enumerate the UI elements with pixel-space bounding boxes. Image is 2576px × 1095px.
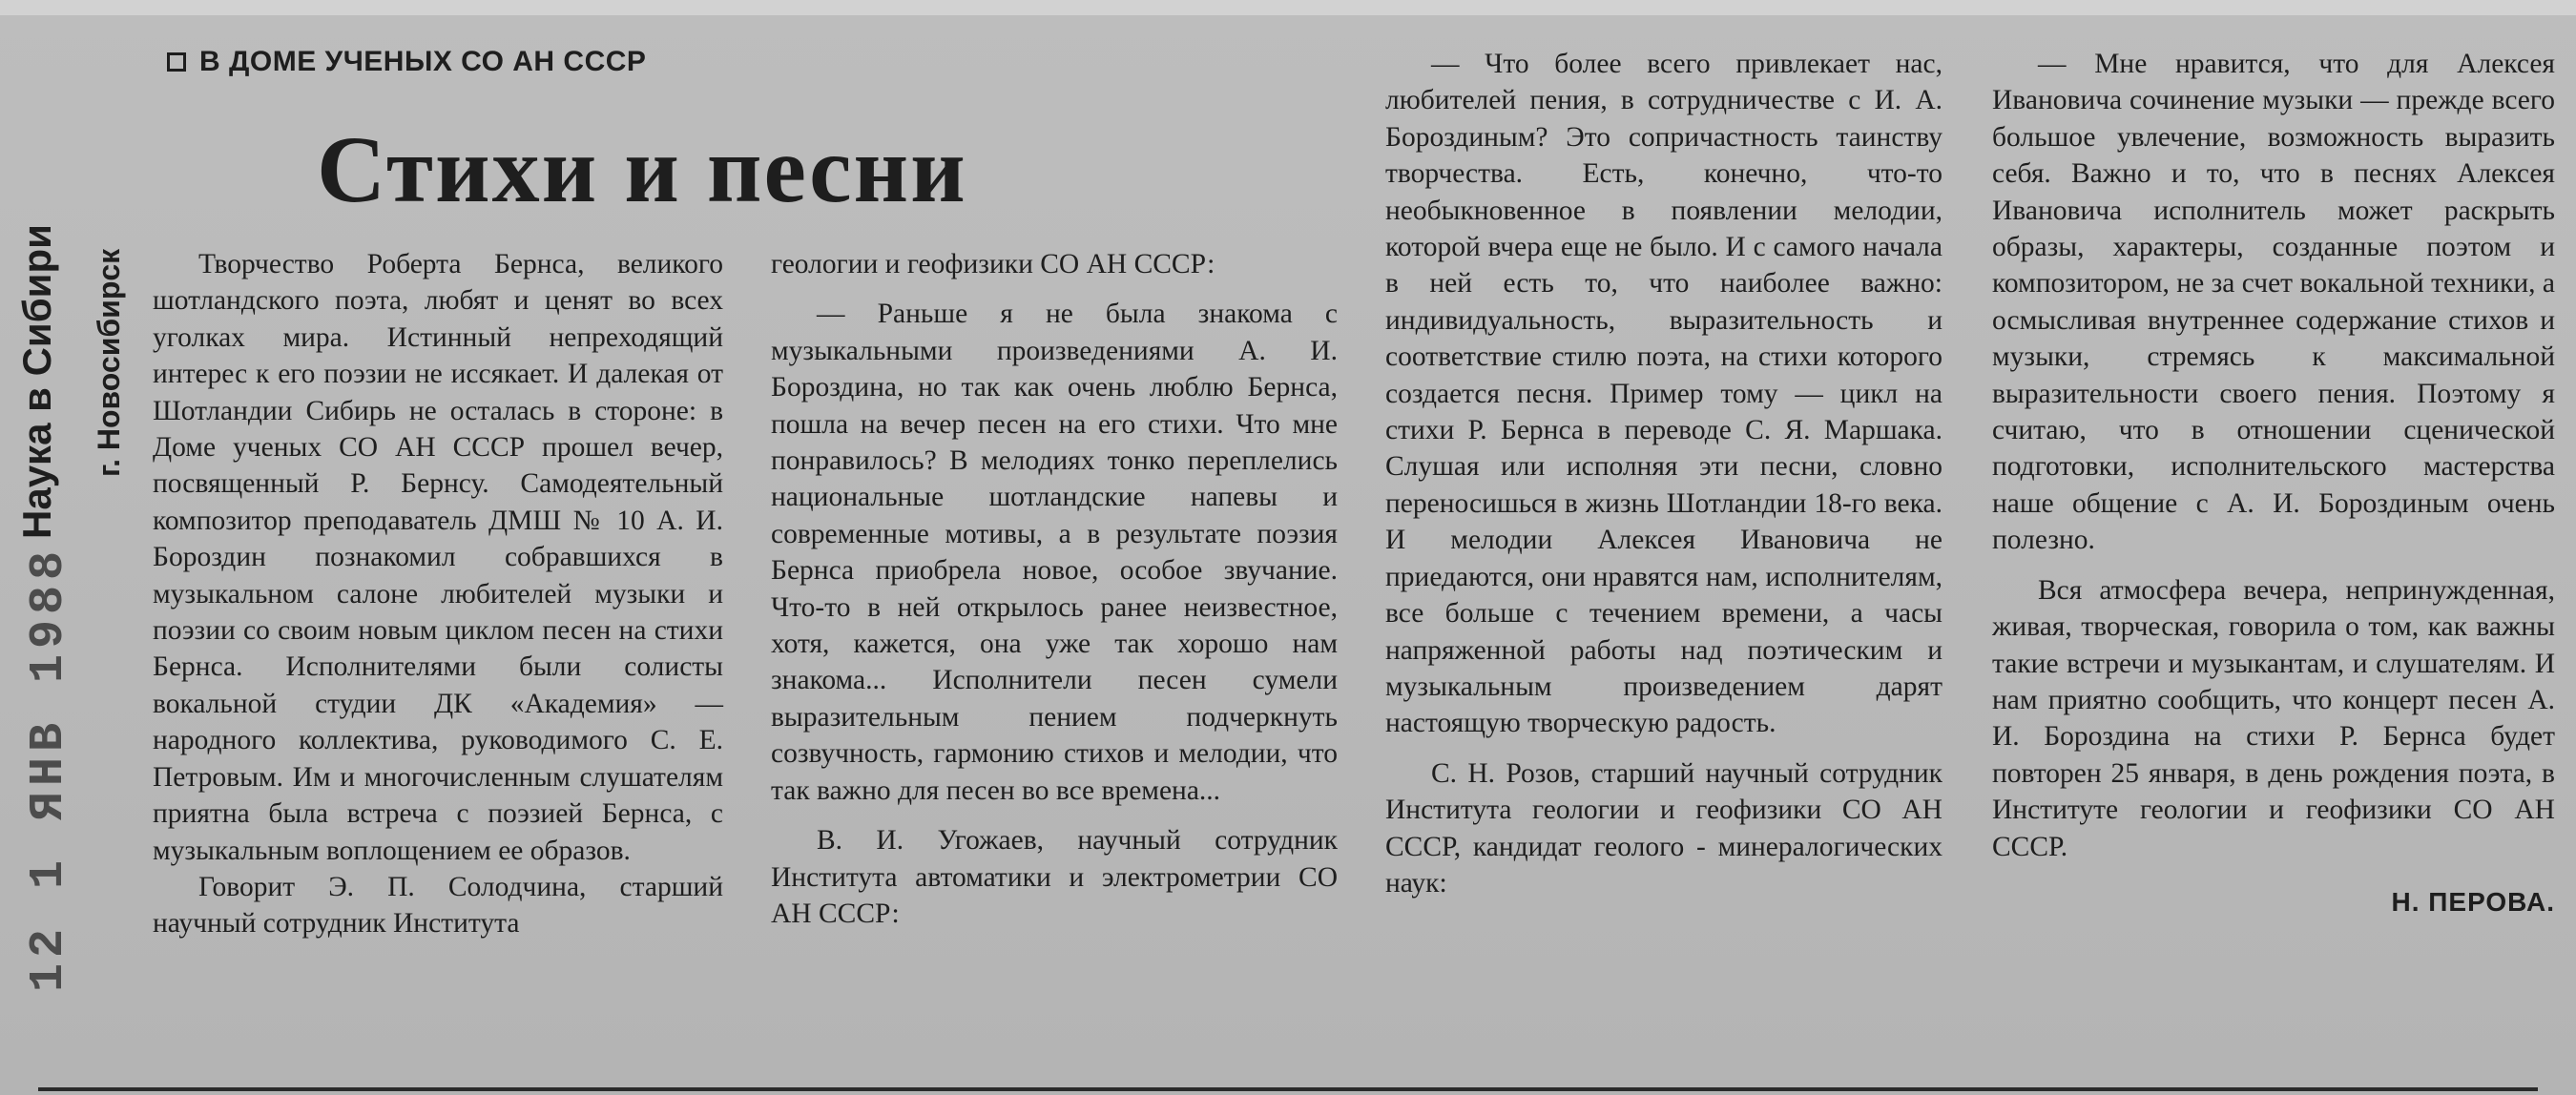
author-signature: Н. ПЕРОВА. <box>2391 886 2555 917</box>
paragraph: Говорит Э. П. Солодчина, старший научный сотрудник Института <box>153 871 723 940</box>
paragraph: геологии и геофизики СО АН СССР: <box>771 249 1215 279</box>
column-4 <box>1992 46 2555 920</box>
paragraph: — Мне нравится, что для Алексея Ивановича сочинение музыки — прежде всего большое увлечение, возможность выразить себя. Важно и то, что в песнях Алексея Ивановича исполнитель может раскрыть образы, характеры, созданные поэтом и композитором, не за счет вокальной техники, а осмысливая внутреннее содержание стихов и музыки, стремясь к максимальной выразительности своего пения. Поэтому я считаю, что в отношении сценической подготовки, исполнительского мастерства наше общение с А. И. Бороздиным очень полезно. <box>1992 49 2555 556</box>
column-2 <box>771 246 1338 932</box>
paragraph: — Что более всего привлекает нас, любителей пения, в сотрудничестве с И. А. Бороздиным? Это сопричастность таинству творчества. Есть, конечно, что-то необыкновенное в появлении мелодии, которой вчера еще не было. И с самого начала в ней есть то, что наиболее важно: индивидуальность, выразительность и соответствие стилю поэта, на стихи которого создается песня. Пример тому — цикл на стихи Р. Бернса в переводе С. Я. Маршака. Слушая или исполняя эти песни, словно переносишься в жизнь Шотландии 18-го века. И мелодии Алексея Ивановича не приедаются, они нравятся нам, исполнителям, все больше с течением времени, а часы напряженной работы над поэтическим и музыкальным произведением дарят настоящую творческую радость. <box>1385 49 1942 739</box>
paragraph: Вся атмосфера вечера, непринужденная, живая, творческая, говорила о том, как важны такие встречи и музыкантам, и слушателям. И нам приятно сообщить, что концерт песен А. И. Бороздина на стихи Р. Бернса будет повторен 25 января, в день рождения поэта, в Институте геологии и геофизики СО АН СССР. <box>1992 574 2555 862</box>
newspaper-name: Наука в Сибири <box>14 224 59 539</box>
city-stamp <box>88 200 130 477</box>
newspaper-name-stamp <box>14 196 86 539</box>
paragraph: Творчество Роберта Бернса, великого шотландского поэта, любят и ценят во всех уголках мира. Истинный непреходящий интерес к его поэзии не иссякает. И далекая от Шотландии Сибирь не осталась в стороне: в Доме ученых СО АН СССР прошел вечер, посвященный Р. Бернсу. Самодеятельный композитор преподаватель ДМШ № 10 А. И. Бороздин познакомил собравшихся в музыкальном салоне любителей музыки и поэзии со своим новым циклом песен на стихи Бернса. Исполнителями были солисты вокальной студии ДК «Академия» — народного коллектива, руководимого С. Е. Петровым. Им и многочисленным слушателям приятна была встреча с поэзией Бернса, с музыкальным воплощением ее образов. <box>153 249 723 866</box>
paper-top-edge <box>0 0 2576 15</box>
column-1 <box>153 246 723 942</box>
column-3 <box>1385 46 1942 901</box>
date-stamp <box>19 545 80 992</box>
paragraph: В. И. Угожаев, научный сотрудник Института автоматики и электрометрии СО АН СССР: <box>771 825 1338 929</box>
city-name: г. Новосибирск <box>92 248 126 477</box>
paragraph: — Раньше я не была знакома с музыкальными произведениями А. И. Бороздина, но так как очень люблю Бернса, пошла на вечер песен на его стихи. Что мне понравилось? В мелодиях тонко переплелись национальные шотландские напевы и современные мотивы, а в результате поэзия Бернса приобрела новое, особое звучание. Что-то в ней открылось ранее неизвестное, хотя, кажется, она уже так хорошо нам знакома... Исполнители песен сумели выразительным пением подчеркнуть созвучность, гармонию стихов и мелодии, что так важно для песен во все времена... <box>771 299 1338 806</box>
rubric-text: В ДОМЕ УЧЕНЫХ СО АН СССР <box>199 46 647 77</box>
square-bullet-icon <box>167 52 186 72</box>
bottom-rule <box>38 1087 2538 1091</box>
paragraph: С. Н. Розов, старший научный сотрудник Института геологии и геофизики СО АН СССР, кандидат геолого - минералогических наук: <box>1385 757 1942 899</box>
article-headline: Стихи и песни <box>317 116 967 222</box>
date-stamp-text: 12 1 ЯНВ 1988 <box>22 545 76 992</box>
rubric <box>167 46 646 78</box>
